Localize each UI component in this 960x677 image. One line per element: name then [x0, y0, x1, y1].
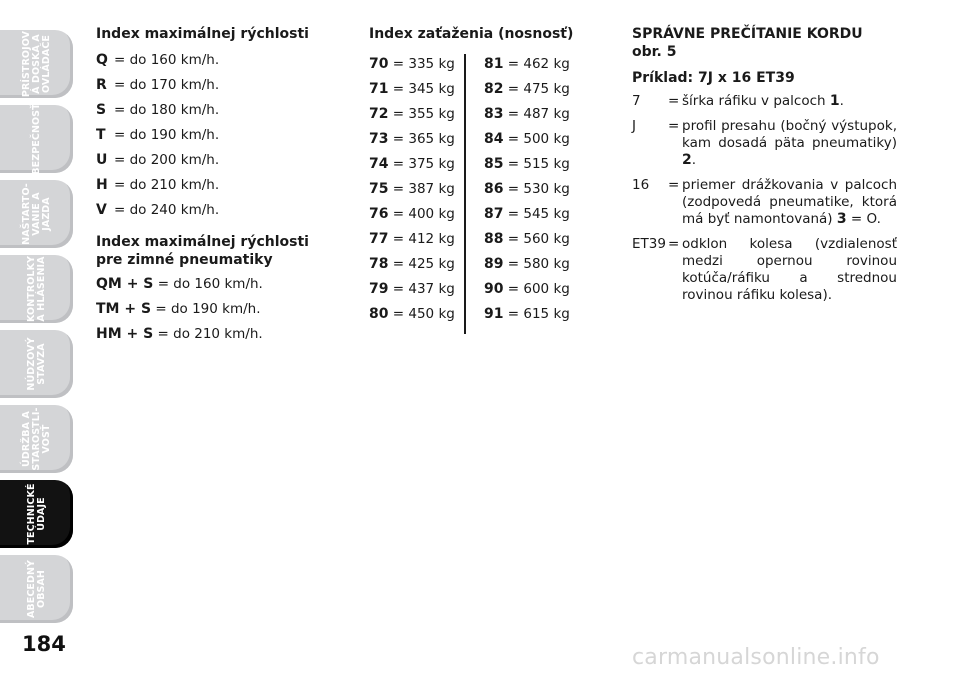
load-row: 71 = 345 kg [369, 81, 455, 97]
tab-pristrojova-doska[interactable] [0, 30, 73, 98]
speed-row [96, 48, 346, 73]
speed-value: = do 170 km/h. [114, 77, 220, 93]
load-row: 79 = 437 kg [369, 281, 455, 297]
speed-row [96, 73, 346, 98]
load-row: 73 = 365 kg [369, 131, 455, 147]
load-row: 85 = 515 kg [484, 156, 570, 172]
load-row: 77 = 412 kg [369, 231, 455, 247]
speed-row [96, 123, 346, 148]
speed-code: R [96, 77, 107, 93]
speed-code: Q [96, 52, 108, 68]
winter-code: TM + S [96, 301, 152, 317]
winter-row [96, 272, 346, 297]
load-row: 84 = 500 kg [484, 131, 570, 147]
tire-eq: = [668, 177, 680, 193]
tab-label: TECHNICKÉ ÚDAJE [25, 483, 47, 545]
speed-code: H [96, 177, 108, 193]
winter-speed-heading [96, 233, 346, 269]
speed-value: = do 160 km/h. [114, 52, 220, 68]
load-row: 76 = 400 kg [369, 206, 455, 222]
tab-label: ABECEDNÝ OBSAH [25, 559, 47, 619]
tab-label: KONTROLKY A HLÁSENIA [25, 255, 47, 323]
tab-nudzovy-stav[interactable] [0, 330, 73, 398]
speed-value: = do 240 km/h. [114, 202, 220, 218]
figure-ref: 1 [829, 93, 840, 109]
winter-value: = do 190 km/h. [155, 301, 261, 317]
speed-code: U [96, 152, 108, 168]
tire-reading-heading: SPRÁVNE PREČÍTANIE KORDU [632, 26, 863, 42]
tab-label: NAŠTARTO- VANIE A JAZDA [20, 183, 52, 245]
load-row: 78 = 425 kg [369, 256, 455, 272]
tire-desc: odklon kolesa (vzdialenosť medzi opernou rovinou kotúča/ráfiku a strednou rovinou ráfiku kolesa). [682, 236, 897, 303]
load-row: 80 = 450 kg [369, 306, 455, 322]
winter-value: = do 210 km/h. [157, 326, 263, 342]
tab-label: BEZPEČNOSŤ [30, 103, 42, 175]
load-row: 88 = 560 kg [484, 231, 570, 247]
tire-eq: = [668, 93, 680, 109]
tab-label: NÚDZOVÝ STAVZA [25, 337, 47, 391]
winter-heading-line2: pre zimné pneumatiky [96, 252, 273, 268]
load-row: 89 = 580 kg [484, 256, 570, 272]
winter-code: QM + S [96, 276, 154, 292]
speed-row [96, 148, 346, 173]
load-row: 75 = 387 kg [369, 181, 455, 197]
winter-heading-line1: Index maximálnej rýchlosti [96, 234, 309, 250]
speed-index-section [96, 25, 346, 347]
tire-reading-example: Príklad: 7J x 16 ET39 [632, 70, 795, 86]
tire-eq: = [668, 118, 680, 134]
tab-nastartovanie[interactable] [0, 180, 73, 248]
column-divider [464, 54, 466, 334]
tire-reading-section [632, 25, 897, 312]
tab-bezpecnost[interactable] [0, 105, 73, 173]
tire-code: 16 [632, 177, 650, 193]
load-row: 83 = 487 kg [484, 106, 570, 122]
speed-value: = do 200 km/h. [114, 152, 220, 168]
load-row: 91 = 615 kg [484, 306, 570, 322]
tab-udrzba[interactable] [0, 405, 73, 473]
load-row: 74 = 375 kg [369, 156, 455, 172]
tire-code: ET39 [632, 236, 666, 252]
speed-row [96, 198, 346, 223]
section-tabs [0, 0, 80, 640]
tire-code: J [632, 118, 636, 134]
load-row: 82 = 475 kg [484, 81, 570, 97]
load-row: 90 = 600 kg [484, 281, 570, 297]
speed-row [96, 98, 346, 123]
speed-index-heading: Index maximálnej rýchlosti [96, 26, 309, 42]
tire-desc: profil presahu (bočný výstupok, kam dosadá päta pneumatiky) 2. [682, 118, 897, 168]
page-number: 184 [22, 632, 66, 656]
load-row: 81 = 462 kg [484, 56, 570, 72]
tire-desc: priemer drážkovania v palcoch (zodpovedá pneumatike, ktorá má byť namontovaná) 3 = O. [682, 177, 897, 227]
speed-code: S [96, 102, 107, 118]
tire-row [632, 93, 897, 110]
winter-speed-list [96, 272, 346, 347]
tire-reading-figure-ref: obr. 5 [632, 44, 677, 60]
load-index-right-column [484, 52, 584, 327]
speed-row [96, 173, 346, 198]
tab-label: PRÍSTROJOV Á DOSKA A OVLÁDAČE [20, 30, 52, 98]
tab-technicke-udaje[interactable] [0, 480, 73, 548]
tire-row [632, 236, 897, 304]
figure-ref: 2 [682, 152, 692, 168]
figure-ref: 3 [836, 211, 847, 227]
winter-value: = do 160 km/h. [157, 276, 263, 292]
speed-value: = do 180 km/h. [114, 102, 220, 118]
speed-value: = do 190 km/h. [114, 127, 220, 143]
load-row: 72 = 355 kg [369, 106, 455, 122]
load-row: 87 = 545 kg [484, 206, 570, 222]
speed-code: T [96, 127, 106, 143]
tire-code: 7 [632, 93, 641, 109]
load-index-section [369, 25, 599, 322]
tab-label: ÚDRŽBA A STAROSTLI- VOSŤ [20, 407, 52, 471]
tab-abecedny-obsah[interactable] [0, 555, 73, 623]
load-row: 86 = 530 kg [484, 181, 570, 197]
winter-row [96, 322, 346, 347]
speed-index-list [96, 48, 346, 223]
load-index-heading: Index zaťaženia (nosnosť) [369, 26, 574, 42]
tire-row [632, 118, 897, 169]
load-row: 70 = 335 kg [369, 56, 455, 72]
load-index-left-column [369, 52, 464, 327]
winter-row [96, 297, 346, 322]
winter-code: HM + S [96, 326, 154, 342]
tire-row [632, 177, 897, 228]
speed-code: V [96, 202, 107, 218]
tire-eq: = [668, 236, 680, 252]
tire-desc: šírka ráfiku v palcoch 1. [682, 93, 844, 109]
tab-kontrolky[interactable] [0, 255, 73, 323]
speed-value: = do 210 km/h. [114, 177, 220, 193]
watermark: carmanualsonline.info [632, 645, 880, 670]
